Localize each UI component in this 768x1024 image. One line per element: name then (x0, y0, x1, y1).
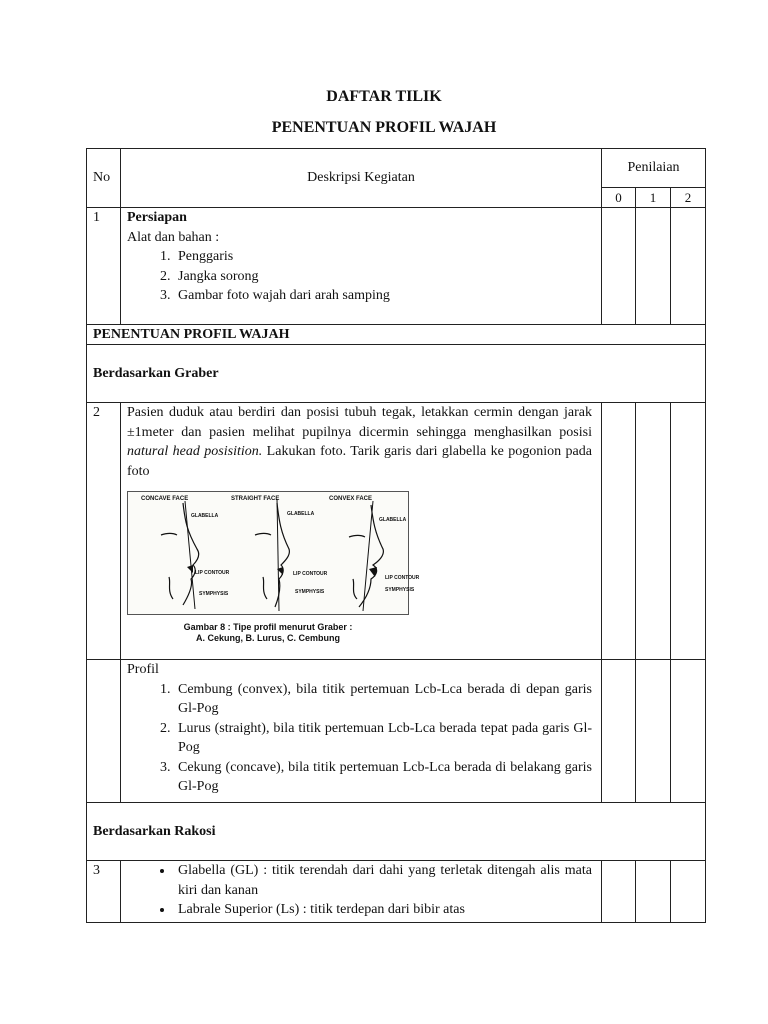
score-0: 0 (602, 188, 636, 208)
list-item: 3. Gambar foto wajah dari arah samping (174, 286, 592, 306)
row-intro: Alat dan bahan : (127, 229, 220, 245)
instruction-text: Pasien duduk atau berdiri dan posisi tubuh tegak, letakkan cermin dengan jarak ±1meter dan pasien melihat pupilnya dicermin sehingga menghasilkan posisi natural head posisition. Lakukan foto. Tarik garis dari glabella ke pogonion pada foto (127, 405, 592, 479)
score-1: 1 (636, 188, 671, 208)
list-item: • Glabella (GL) : titik terendah dari dahi yang terletak ditengah alis mata kiri dan kanan (174, 861, 592, 900)
section-heading: Berdasarkan Graber (87, 345, 706, 403)
header-row (87, 149, 706, 188)
score-cell[interactable] (671, 861, 706, 923)
table-row (87, 660, 706, 803)
profile-list (127, 680, 592, 797)
score-cell[interactable] (636, 403, 671, 660)
score-cell[interactable] (636, 660, 671, 803)
row-description (121, 861, 602, 923)
row-description (121, 208, 602, 325)
row-number: 3 (87, 861, 121, 923)
figure-caption-line2: A. Cekung, B. Lurus, C. Cembung (195, 633, 340, 643)
score-cell[interactable] (602, 208, 636, 325)
list-item: • Labrale Superior (Ls) : titik terdepan dari bibir atas (174, 900, 592, 920)
section-row (87, 325, 706, 345)
label-straight: STRAIGHT FACE (231, 496, 280, 502)
tools-list (127, 247, 592, 306)
row-description (121, 403, 602, 660)
document-subtitle: PENENTUAN PROFIL WAJAH (271, 119, 497, 136)
row-number: 2 (87, 403, 121, 660)
svg-text:GLABELLA: GLABELLA (287, 511, 315, 517)
header-assessment: Penilaian (602, 149, 706, 188)
table-row (87, 861, 706, 923)
header-no: No (87, 149, 121, 208)
row-description (121, 660, 602, 803)
label-convex: CONVEX FACE (329, 496, 373, 502)
list-item: 3. Cekung (concave), bila titik pertemuan Lcb-Lca berada di belakang garis Gl-Pog (174, 758, 592, 797)
checklist-table (86, 148, 706, 923)
row-number: 1 (87, 208, 121, 325)
figure-caption-line1: Gambar 8 : Tipe profil menurut Graber : (183, 622, 353, 632)
score-cell[interactable] (636, 208, 671, 325)
list-item: 2. Lurus (straight), bila titik pertemuan Lcb-Lca berada tepat pada garis Gl-Pog (174, 719, 592, 758)
row-heading: Profil (127, 662, 159, 677)
header-description: Deskripsi Kegiatan (121, 149, 602, 208)
svg-text:SYMPHYSIS: SYMPHYSIS (199, 591, 229, 597)
row-heading: Persiapan (127, 210, 187, 225)
table-row (87, 208, 706, 325)
list-item: 1. Penggaris (174, 247, 592, 267)
score-cell[interactable] (671, 208, 706, 325)
graber-profile-figure (127, 491, 420, 643)
score-cell[interactable] (602, 660, 636, 803)
svg-text:SYMPHYSIS: SYMPHYSIS (295, 589, 325, 595)
svg-text:GLABELLA: GLABELLA (191, 513, 219, 519)
score-cell[interactable] (602, 861, 636, 923)
list-item: 1. Cembung (convex), bila titik pertemuan Lcb-Lca berada di depan garis Gl-Pog (174, 680, 592, 719)
score-cell[interactable] (671, 660, 706, 803)
section-row (87, 803, 706, 861)
score-2: 2 (671, 188, 706, 208)
list-item: 2. Jangka sorong (174, 267, 592, 287)
label-concave: CONCAVE FACE (141, 496, 189, 502)
profile-diagram (127, 491, 420, 615)
svg-text:GLABELLA: GLABELLA (379, 517, 407, 523)
document-title: DAFTAR TILIK (326, 88, 442, 105)
section-heading: PENENTUAN PROFIL WAJAH (87, 325, 706, 345)
score-cell[interactable] (602, 403, 636, 660)
table-row (87, 403, 706, 660)
landmark-list (127, 861, 592, 920)
score-cell[interactable] (636, 861, 671, 923)
section-heading: Berdasarkan Rakosi (87, 803, 706, 861)
svg-text:LIP CONTOUR: LIP CONTOUR (293, 571, 328, 577)
svg-text:LIP CONTOUR: LIP CONTOUR (385, 575, 420, 581)
row-number (87, 660, 121, 803)
section-row (87, 345, 706, 403)
svg-text:LIP CONTOUR: LIP CONTOUR (195, 570, 230, 576)
svg-text:SYMPHYSIS: SYMPHYSIS (385, 587, 415, 593)
score-cell[interactable] (671, 403, 706, 660)
